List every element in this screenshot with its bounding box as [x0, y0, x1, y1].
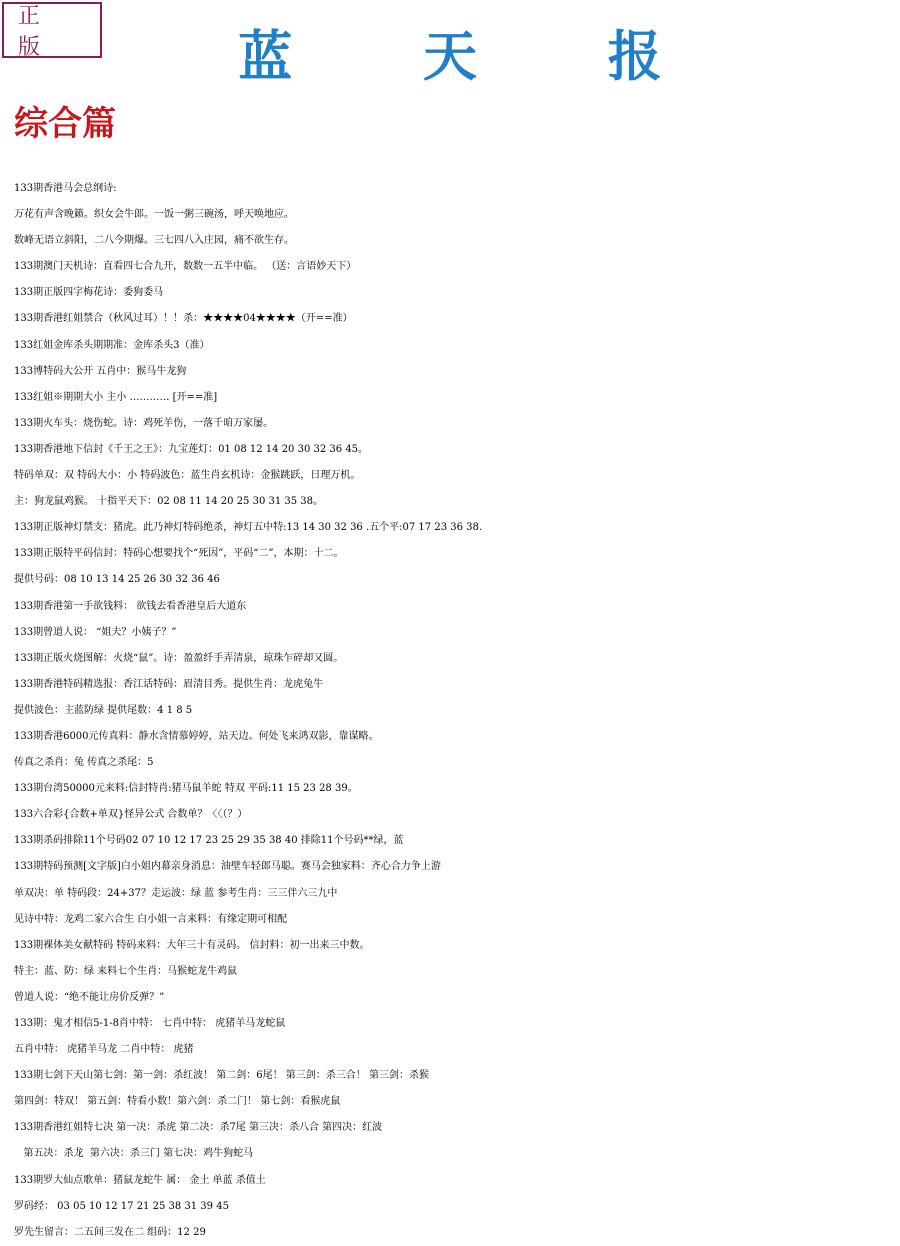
- text-line: 第五决：杀龙 第六决：杀三门 第七决：鸡牛狗蛇马: [14, 1148, 254, 1160]
- text-line: 133博特码大公开 五肖中：猴马牛龙狗: [14, 365, 187, 377]
- text-line: 罗码经： 03 05 10 12 17 21 25 38 31 39 45: [14, 1200, 229, 1212]
- text-line: 133期：鬼才相信5-1-8肖中特： 七肖中特： 虎猪羊马龙蛇鼠: [14, 1018, 286, 1029]
- text-line: 133期香港红姐禁合（秋风过耳）！！杀：★★★★04★★★★（开==准）: [14, 313, 353, 325]
- text-line: 133期正版火烧图解：火烧“鼠”。诗：盈盈纤手弄清泉，琼珠乍碎却又圆。: [14, 652, 344, 664]
- text-line: 罗先生留言：二五间三发在二 组码：12 29: [14, 1226, 206, 1238]
- text-line: 133期七剑下天山第七剑：第一剑：杀红波！ 第二剑：6尾！ 第三剑：杀三合！ 第三剑：杀猴: [14, 1070, 429, 1082]
- text-line: 133期特码预测[文字版]白小姐内幕亲身消息：油壁车轻郎马聪。赛马会独家料：齐心合力争上游: [14, 861, 441, 873]
- text-line: 133期香港马会总纲诗:: [14, 183, 117, 194]
- text-line: 133期罗大仙点歌单：猪鼠龙蛇牛 属： 金土 单蓝 杀值土: [14, 1174, 266, 1186]
- text-line: 数峰无语立斜阳，二八今期爆。三七四八入庄园，痛不欲生存。: [14, 235, 294, 247]
- text-line: 特码单双：双 特码大小：小 特码波色：蓝生肖玄机诗：金猴跳跃，日理万机。: [14, 470, 361, 482]
- text-line: 133期火车头：烧伤蛇。诗：鸡死羊伤，一落千咱万家屡。: [14, 417, 274, 429]
- text-line: 万花有声含晚籁。织女会牛郎。一饭一粥三碗汤，呼天唤地应。: [14, 209, 294, 221]
- text-line: 133期香港红姐特七决 第一决：杀虎 第二决：杀7尾 第三决：杀八合 第四决：红波: [14, 1122, 383, 1134]
- text-line: 133期正版特平码信封：特码心想要找个“死因”，平码“二”，本期：十二。: [14, 548, 344, 560]
- text-line: 133红姐※期期大小 主小 ………… [开==准]: [14, 391, 218, 403]
- text-line: 主：狗龙鼠鸡猴。 十指平天下：02 08 11 14 20 25 30 31 35 38。: [14, 496, 324, 508]
- text-line: 133期香港6000元传真料：静水含情慕婷婷，站天边。何处飞来鸿双影，靠谋略。: [14, 730, 379, 742]
- text-line: 133期香港特码精选报：香江话特码：眉清目秀。提供生肖：龙虎兔牛: [14, 678, 324, 690]
- text-line: 133期香港第一手欲钱料： 欲钱去看香港皇后大道东: [14, 600, 247, 612]
- newspaper-title: 蓝 天 报: [238, 24, 718, 88]
- text-line: 133期台湾50000元来料:信封特肖:猪马鼠羊蛇 特双 平码:11 15 23 28 39。: [14, 783, 358, 795]
- text-line: 133期裸体美女献特码 特码来料：大年三十有灵码。 信封料：初一出来三中数。: [14, 939, 370, 951]
- section-heading: 综合篇: [14, 104, 116, 144]
- text-line: 133期澳门天机诗：直看四七合九开，数数一五半中临。 （送：言语妙天下）: [14, 261, 357, 273]
- text-line: 特主：蓝、防：绿 来料七个生肖：马猴蛇龙牛鸡鼠: [14, 965, 238, 977]
- text-line: 见诗中特：龙鸡二家六合生 白小姐一言来料：有缘定期可相配: [14, 913, 288, 925]
- edition-badge: 正 版: [2, 2, 102, 58]
- text-line: 133期正版神灯禁支：猪虎。此乃神灯特码绝杀，神灯五中特:13 14 30 32 36 .五个平:07 17 23 36 38.: [14, 522, 483, 534]
- text-line: 第四剑：特双！ 第五剑：特看小数！第六剑：杀二门！ 第七剑：看猴虎鼠: [14, 1096, 341, 1108]
- text-line: 133期香港地下信封《千王之王》：九宝莲灯：01 08 12 14 20 30 32 36 45。: [14, 443, 369, 455]
- text-line: 曾道人说：“绝不能让房价反弹？”: [14, 991, 165, 1003]
- text-line: 提供波色：主蓝防绿 提供尾数：4 1 8 5: [14, 704, 193, 716]
- content-lines: [14, 176, 900, 1246]
- text-line: 133期杀码排除11个号码02 07 10 12 17 23 25 29 35 38 40 排除11个号码**绿，蓝: [14, 835, 404, 847]
- text-line: 133六合彩{合数+单双}怪异公式 合数单？〈〈（？）: [14, 809, 248, 821]
- text-line: 传真之杀肖：兔 传真之杀尾：5: [14, 757, 154, 769]
- text-line: 提供号码：08 10 13 14 25 26 30 32 36 46: [14, 574, 220, 586]
- text-line: 单双决：单 特码段：24+37？走运波：绿 蓝 参考生肖：三三伴六三九中: [14, 887, 338, 899]
- text-line: 133红姐金库杀头期期准：金库杀头3（准）: [14, 339, 210, 351]
- text-line: 133期曾道人说： “姐夫？小姨子？”: [14, 626, 177, 638]
- text-line: 133期正版四字梅花诗：委狗委马: [14, 287, 164, 299]
- text-line: 五肖中特： 虎猪羊马龙 二肖中特： 虎猪: [14, 1044, 194, 1056]
